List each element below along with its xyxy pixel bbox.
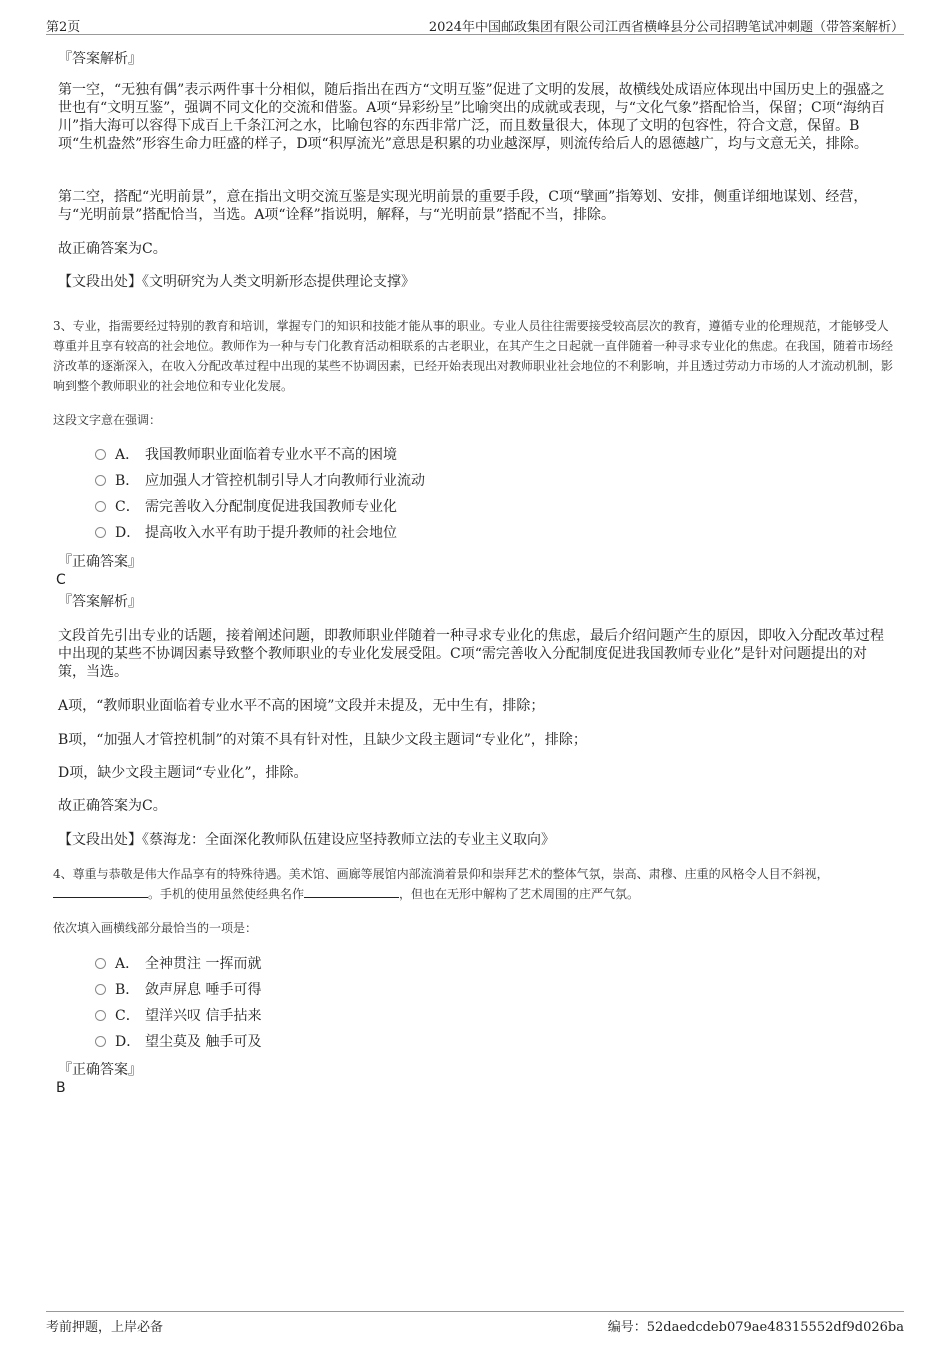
q3-option-d[interactable]: D． 提高收入水平有助于提升教师的社会地位 [95, 523, 397, 543]
page-header [46, 14, 904, 35]
radio-icon[interactable] [95, 1010, 106, 1021]
page-footer [46, 1311, 904, 1334]
q4-stem: 4、尊重与恭敬是伟大作品享有的特殊待遇。美术馆、画廊等展馆内部流淌着景仰和崇拜艺术的整体气氛，崇高、肃穆、庄重的风格令人目不斜视，。手机的使用虽然使经典名作 ，但也在无形中解构了艺术周围的庄严气氛。 [53, 867, 829, 901]
radio-icon[interactable] [95, 501, 106, 512]
q3-analysis-d: D项，缺少文段主题词“专业化”，排除。 [58, 765, 308, 781]
radio-icon[interactable] [95, 527, 106, 538]
q3-answer-label: 『正确答案』 [58, 554, 142, 570]
q4-option-c[interactable]: C． 望洋兴叹 信手拈来 [95, 1006, 261, 1026]
q3-analysis-b: B项，“加强人才管控机制”的对策不具有针对性，且缺少文段主题词“专业化”，排除； [58, 732, 587, 748]
q3-analysis-para1: 文段首先引出专业的话题，接着阐述问题，即教师职业伴随着一种寻求专业化的焦虑，最后介绍问题产生的原因，即收入分配改革过程中出现的某些不协调因素导致整个教师职业的专业化发展受阻。C项“需完善收入分配制度促进我国教师专业化”是针对问题提出的对策，当选。 [58, 628, 884, 680]
footer-note: 考前押题，上岸必备 [46, 1320, 164, 1335]
q3-source: 【文段出处】《蔡海龙：全面深化教师队伍建设应坚持教师立法的专业主义取向》 [58, 832, 555, 848]
document-title: 2024年中国邮政集团有限公司江西省横峰县分公司招聘笔试冲刺题（带答案解析） [428, 20, 904, 35]
q2-analysis-para2: 第二空，搭配“光明前景”，意在指出文明交流互鉴是实现光明前景的重要手段，C项“擘画”指筹划、安排，侧重详细地谋划、经营，与“光明前景”搭配恰当，当选。A项“诠释”指说明，解释，与“光明前景”搭配不当，排除。 [58, 189, 868, 223]
q3-prompt: 这段文字意在强调： [53, 413, 162, 427]
q3-analysis-label: 『答案解析』 [58, 594, 142, 610]
q2-conclusion: 故正确答案为C。 [58, 241, 167, 257]
q4-option-d[interactable]: D． 望尘莫及 触手可及 [95, 1032, 261, 1052]
q3-answer: C [56, 572, 66, 588]
radio-icon[interactable] [95, 449, 106, 460]
q4-answer: B [56, 1080, 66, 1096]
q3-option-a[interactable]: A． 我国教师职业面临着专业水平不高的困境 [95, 445, 397, 465]
q4-answer-label: 『正确答案』 [58, 1062, 142, 1078]
q2-analysis-label: 『答案解析』 [58, 51, 142, 67]
blank-line-2 [304, 885, 399, 898]
radio-icon[interactable] [95, 1036, 106, 1047]
q3-analysis-a: A项，“教师职业面临着专业水平不高的困境”文段并未提及，无中生有，排除； [58, 698, 545, 714]
q2-analysis-para1: 第一空，“无独有偶”表示两件事十分相似，随后指出在西方“文明互鉴”促进了文明的发展，故横线处成语应体现出中国历史上的强盛之世也有“文明互鉴”，强调不同文化的交流和借鉴。A项“异彩纷呈”比喻突出的成就或表现，与“文化气象”搭配恰当，保留；C项“海纳百川”指大海可以容得下成百上千条江河之水，比喻包容的东西非常广泛，而且数量很大，体现了文明的包容性，符合文意，保留。B项“生机盎然”形容生命力旺盛的样子，D项“积厚流光”意思是积累的功业越深厚，则流传给后人的恩德越广，均与文意无关，排除。 [58, 82, 885, 152]
radio-icon[interactable] [95, 958, 106, 969]
radio-icon[interactable] [95, 984, 106, 995]
q4-option-a[interactable]: A． 全神贯注 一挥而就 [95, 954, 261, 974]
q4-prompt: 依次填入画横线部分最恰当的一项是： [53, 921, 258, 935]
q4-option-b[interactable]: B． 敛声屏息 唾手可得 [95, 980, 261, 1000]
q3-conclusion: 故正确答案为C。 [58, 798, 167, 814]
q3-stem: 3、专业，指需要经过特别的教育和培训，掌握专门的知识和技能才能从事的职业。专业人员往往需要接受较高层次的教育，遵循专业的伦理规范，才能够受人尊重并且享有较高的社会地位。教师作为一种与专门化教育活动相联系的古老职业，在其产生之日起就一直伴随着一种寻求专业化的焦虑。在我国，随着市场经济改革的逐渐深入，在收入分配改革过程中出现的某些不协调因素，已经开始表现出对教师职业社会地位的不利影响，并且透过劳动力市场的人才流动机制，影响到整个教师职业的社会地位和专业化发展。 [53, 319, 894, 393]
blank-line-1 [53, 885, 148, 898]
q2-source: 【文段出处】《文明研究为人类文明新形态提供理论支撑》 [58, 274, 415, 290]
radio-icon[interactable] [95, 475, 106, 486]
document-code: 编号：52daedcdeb079ae48315552df9d026ba [607, 1320, 904, 1335]
q3-option-b[interactable]: B． 应加强人才管控机制引导人才向教师行业流动 [95, 471, 425, 491]
q3-option-c[interactable]: C． 需完善收入分配制度促进我国教师专业化 [95, 497, 397, 517]
page-number: 第2页 [46, 20, 81, 35]
